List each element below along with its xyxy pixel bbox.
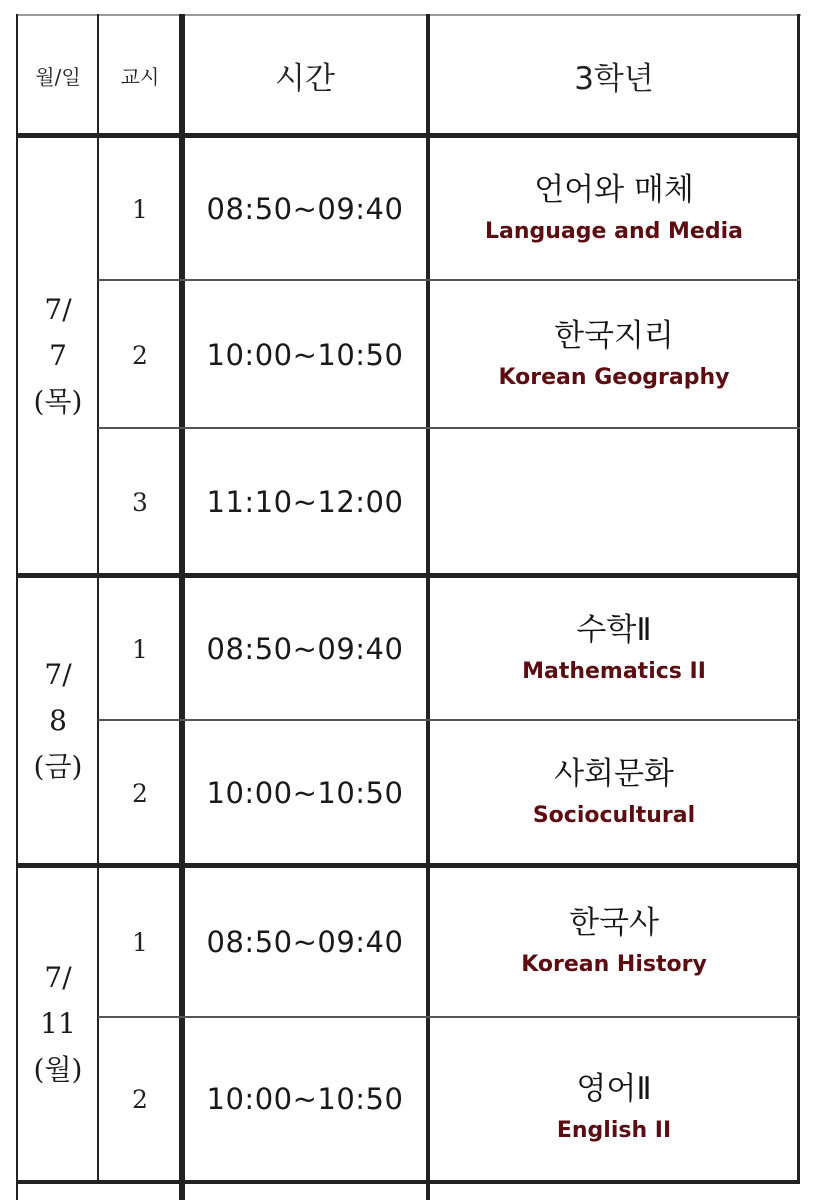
header-date: 월/일 [35,64,81,89]
date-day: 8 [49,704,67,737]
period-cell: 2 [132,340,148,370]
period-cell: 1 [132,194,148,224]
time-cell: 10:00~10:50 [206,338,404,372]
period-cell: 2 [132,1084,148,1114]
period-cell: 3 [132,487,148,517]
period-cell: 1 [132,927,148,957]
grid-line [16,863,800,868]
date-month: 7/ [44,961,72,994]
subject-korean: 한국사 [569,905,659,941]
date-weekday: (금) [33,750,83,783]
header-time: 시간 [275,60,335,97]
header-period: 교시 [120,64,160,89]
subject-english: Sociocultural [532,803,696,828]
grid-line [179,14,185,1200]
time-cell: 08:50~09:40 [206,632,404,666]
time-cell: 10:00~10:50 [206,776,404,810]
time-cell: 08:50~09:40 [206,925,404,959]
grid-line [797,14,800,1184]
grid-line [97,14,99,1182]
date-cell [18,578,98,864]
period-cell: 2 [132,778,148,808]
date-weekday: (월) [33,1053,83,1086]
date-weekday: (목) [33,385,83,418]
subject-english: Korean Geography [498,365,730,390]
time-cell: 11:10~12:00 [206,485,404,519]
date-day: 7 [49,339,67,372]
subject-korean: 영어Ⅱ [576,1071,652,1107]
subject-english: Language and Media [485,219,743,244]
subject-cell [430,138,798,280]
date-day: 11 [40,1007,76,1040]
subject-english: English II [556,1118,672,1143]
subject-cell [430,722,798,864]
subject-cell [430,1018,798,1180]
date-cell [18,138,98,574]
grid-line [98,279,800,281]
grid-line [16,133,800,138]
date-cell [18,868,98,1180]
grid-line [426,14,430,1200]
subject-korean: 언어와 매체 [534,172,694,208]
subject-cell [430,282,798,428]
time-cell: 10:00~10:50 [206,1082,404,1116]
subject-korean: 한국지리 [554,318,674,354]
grid-line [16,14,18,1200]
time-cell: 08:50~09:40 [206,192,404,226]
header-grade: 3학년 [574,60,654,97]
subject-cell [430,578,798,720]
date-month: 7/ [44,658,72,691]
grid-line [98,427,800,429]
grid-line [16,1180,800,1184]
grid-line [16,573,800,578]
period-cell: 1 [132,634,148,664]
grid-line [98,1016,800,1018]
date-month: 7/ [44,293,72,326]
subject-english: Korean History [521,952,707,977]
subject-english: Mathematics II [522,659,706,684]
grid-line [98,719,800,721]
subject-korean: 수학Ⅱ [576,612,652,648]
subject-cell [430,868,798,1016]
subject-cell-empty [430,430,798,574]
subject-korean: 사회문화 [554,756,674,792]
